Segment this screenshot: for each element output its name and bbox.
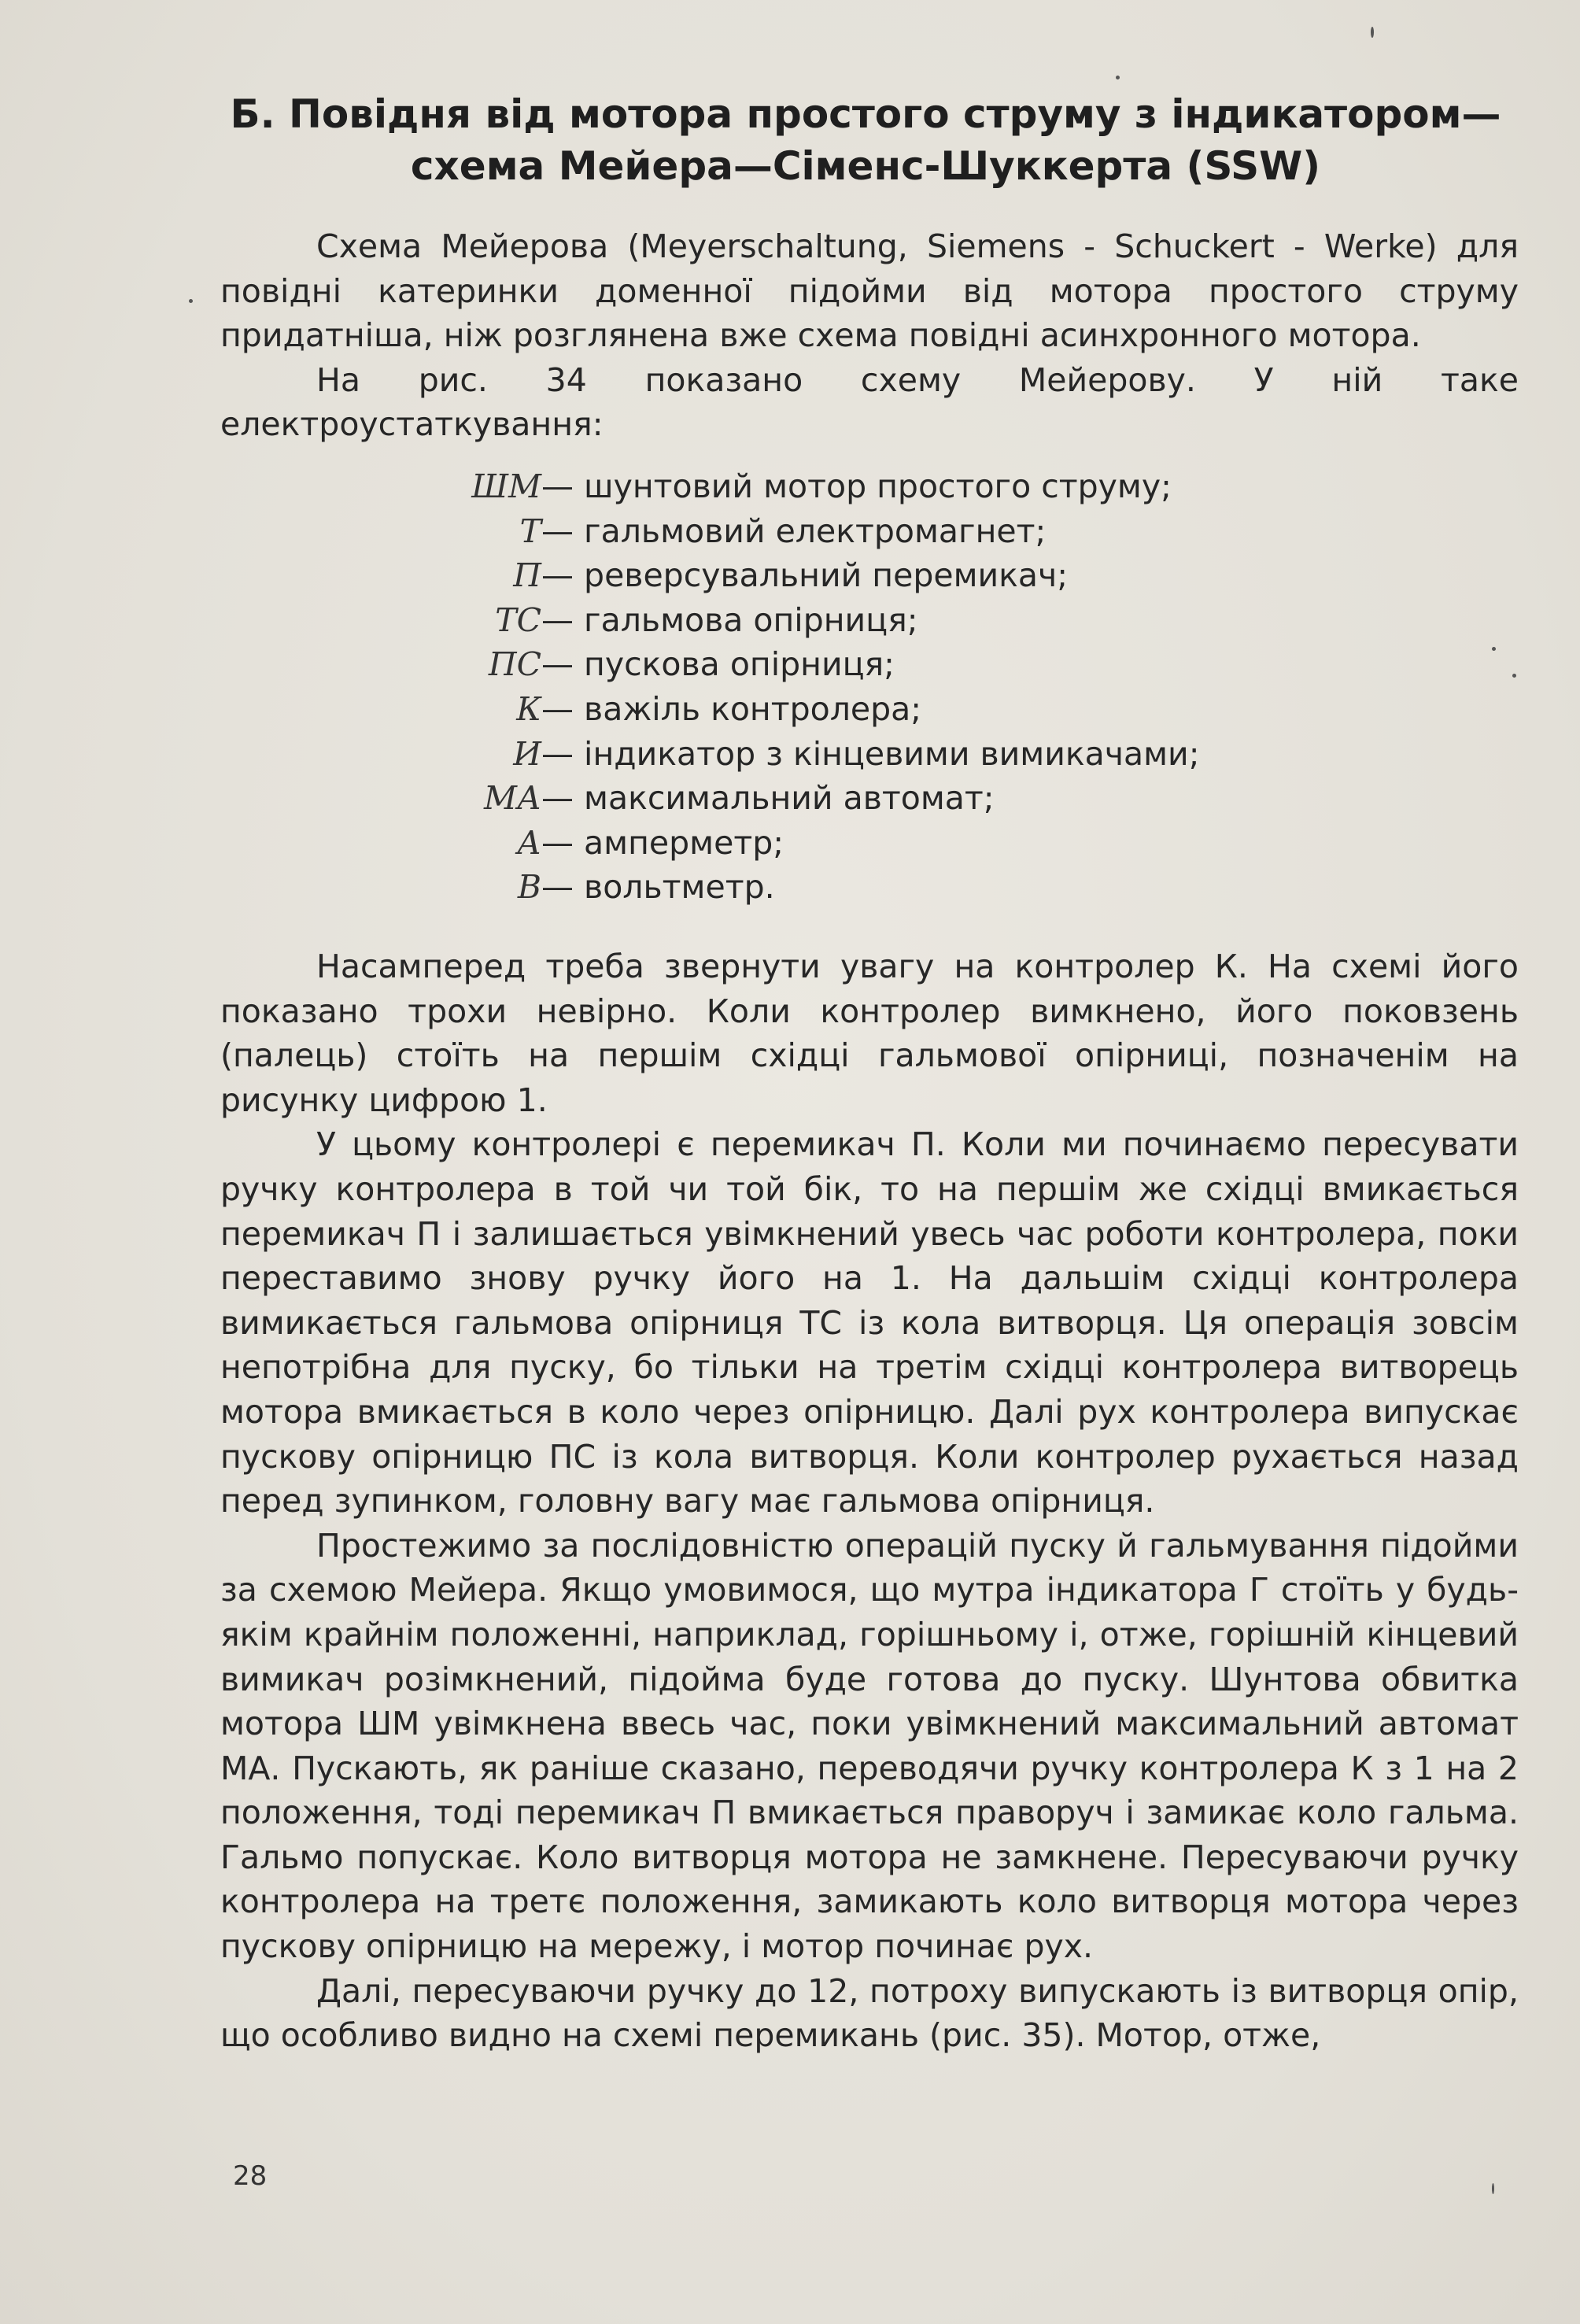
legend-description: — максимальний автомат; — [541, 779, 995, 818]
section-title-line-2: схема Мейера—Сіменс-Шуккерта (SSW) — [410, 143, 1321, 189]
legend-item — [0, 865, 1580, 910]
legend-symbol: В — [517, 868, 541, 907]
legend-symbol: И — [513, 734, 541, 773]
paper-speck — [1116, 76, 1120, 79]
legend-item — [0, 687, 1580, 732]
paragraph: Насамперед треба звернути увагу на контролер К. На схемі його показано трохи невірно. Коли контролер вимкнено, його поковзень (палець) стоїть на першім східці гальмової опірниці, позначенім на рисунку цифрою 1. — [220, 948, 1519, 1119]
legend-description: — вольтметр. — [541, 868, 775, 907]
legend-description: — важіль контролера; — [541, 689, 922, 728]
page-number: 28 — [233, 2160, 268, 2192]
legend-symbol: ПС — [488, 645, 541, 684]
paper-speck — [1492, 2183, 1494, 2194]
legend-description: — шунтовий мотор простого струму; — [541, 467, 1172, 505]
paragraph: На рис. 34 показано схему Мейерову. У ній таке електроустаткування: — [220, 360, 1519, 444]
legend-item — [0, 553, 1580, 598]
legend-symbol: А — [516, 823, 541, 862]
paragraph: У цьому контролері є перемикач П. Коли ми починаємо пересувати ручку контролера в той чи той бік, то на першім же східці вмикається перемикач П і залишається увімкнений увесь час роботи контролера, поки переставимо знову ручку його на 1. На дальшім східці контролера вимикається гальмова опірниця ТС із кола витворця. Ця операція зовсім непотрібна для пуску, бо тільки на третім східці контролера витворець мотора вмикається в коло через опірницю. Далі рух контролера випускає пускову опірницю ПС із кола витворця. Коли контролер рухається назад перед зупинком, головну вагу має гальмова опірниця. — [220, 1125, 1519, 1520]
paper-speck — [1492, 647, 1496, 651]
paper-speck — [189, 299, 193, 303]
paper-speck — [1512, 674, 1516, 678]
legend-symbol: П — [513, 556, 541, 595]
legend-item — [0, 642, 1580, 687]
legend-description: — амперметр; — [541, 823, 784, 862]
paper-speck — [1371, 27, 1374, 38]
legend-item — [0, 821, 1580, 866]
legend-symbol: К — [516, 689, 541, 728]
paragraph: Далі, пересуваючи ручку до 12, потроху випускають із витворця опір, що особливо видно на схемі перемикань (рис. 35). Мотор, отже, — [220, 1971, 1519, 2055]
legend-item — [0, 776, 1580, 821]
legend-item — [0, 598, 1580, 643]
legend-description: — індикатор з кінцевими вимикачами; — [541, 734, 1200, 773]
paragraph: Схема Мейерова (Meyerschaltung, Siemens - Schuckert - Werke) для повідні катеринки доменної підойми від мотора простого струму придатніша, ніж розглянена вже схема повідні асинхронного мотора. — [220, 227, 1519, 355]
legend-item — [0, 464, 1580, 509]
paragraph: Простежимо за послідовністю операцій пуску й гальмування підойми за схемою Мейера. Якщо умовимося, що мутра індикатора Г стоїть у будь-якім крайнім положенні, наприклад, горішньому і, отже, горішній кінцевий вимикач розімкнений, підойма буде готова до пуску. Шунтова обвитка мотора ШМ увімкнена ввесь час, поки увімкнений максимальний автомат МА. Пускають, як раніше сказано, переводячи ручку контролера К з 1 на 2 положення, тоді перемикач П вмикається праворуч і замикає коло гальма. Гальмо попускає. Коло витворця мотора не замкнене. Пересуваючи ручку контролера на третє положення, замикають коло витворця мотора через пускову опірницю на мережу, і мотор починає рух. — [220, 1526, 1519, 1966]
legend-item — [0, 732, 1580, 777]
section-title-line-1: Б. Повідня від мотора простого струму з індикатором— — [230, 91, 1501, 137]
legend-item — [0, 509, 1580, 554]
legend-symbol: ШМ — [471, 467, 541, 505]
legend-symbol: ТС — [495, 600, 541, 639]
legend-description: — пускова опірниця; — [541, 645, 895, 684]
legend-symbol: Т — [519, 512, 541, 550]
equipment-legend — [0, 464, 1580, 910]
legend-symbol: МА — [483, 779, 541, 818]
legend-description: — гальмова опірниця; — [541, 600, 918, 639]
body-text — [220, 944, 1519, 2058]
intro-text — [220, 224, 1519, 447]
legend-description: — реверсувальний перемикач; — [541, 556, 1069, 595]
legend-description: — гальмовий електромагнет; — [541, 512, 1047, 550]
section-title — [189, 88, 1542, 192]
